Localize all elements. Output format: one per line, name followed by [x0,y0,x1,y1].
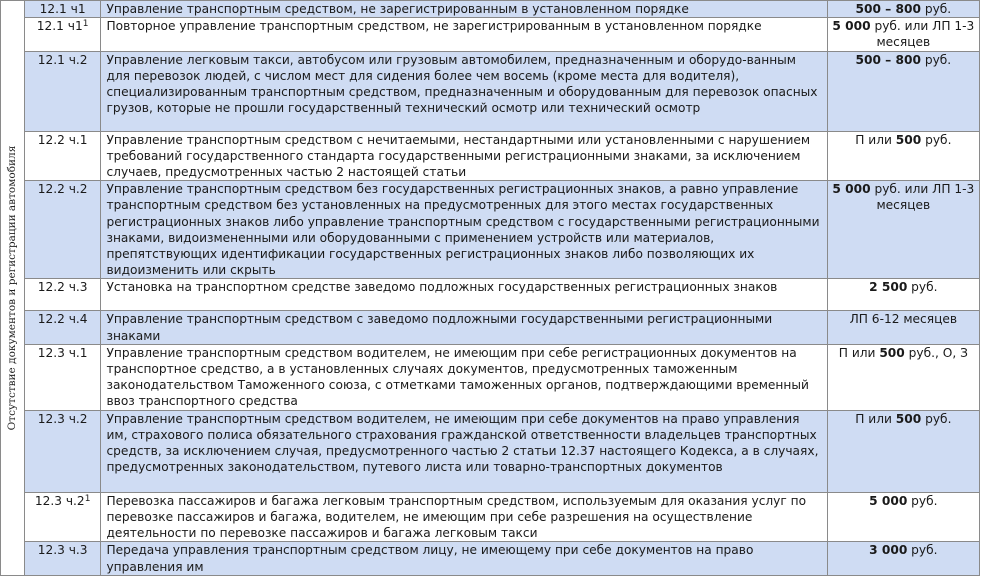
penalty-cell [827,311,979,344]
penalty-text: руб. или ЛП 1-3 месяцев [870,182,975,213]
violation-description: Повторное управление транспортным средством, не зарегистрированным в установленном порядке [101,18,827,51]
article-superscript: 1 [84,493,91,504]
penalty-cell [827,181,979,279]
article-number: 12.1 ч.2 [37,52,88,67]
penalty-amount: 500 [895,132,922,147]
table-row [1,311,980,344]
penalty-amount: 500 [895,411,922,426]
penalty-amount: 500 – 800 [855,2,921,16]
table-row [1,1,980,18]
violation-description: Управление транспортным средством, не зарегистрированным в установленном порядке [101,1,827,18]
table-row [1,410,980,492]
penalty-text: руб. [907,493,938,508]
table-row [1,279,980,311]
article-number: 12.2 ч.1 [37,132,88,147]
table-row [1,18,980,51]
penalty-amount: 5 000 [832,19,871,34]
penalty-text: руб. [921,411,952,426]
penalty-cell [827,344,979,410]
penalty-cell [827,279,979,311]
table-row [1,542,980,575]
article-number: 12.3 ч.1 [37,345,88,360]
article-cell [24,410,101,492]
penalty-cell [827,131,979,181]
penalty-amount: 500 [879,345,905,360]
penalty-amount: 3 000 [869,543,908,558]
article-cell [24,1,101,18]
violation-description: Управление транспортным средством с заведомо подложными государственными регистрационными знаками [101,311,827,344]
article-cell [24,131,101,181]
article-cell [24,344,101,410]
penalty-text: руб. [921,132,952,147]
article-number: 12.2 ч.3 [37,280,88,295]
penalty-cell [827,1,979,18]
section-label-cell [1,1,25,576]
penalty-text: руб. [907,280,938,295]
penalty-cell [827,51,979,131]
violation-description: Управление легковым такси, автобусом или грузовым автомобилем, предназначенным и оборудо-ванным для перевозок людей, с числом мест для сидения более чем восемь (кроме места для водителя), специализированным транспортным средством, предназначенным и оборудованным для перевозок опасных грузов, которые не прошли государственный технический осмотр или технический осмотр [101,51,827,131]
violation-description: Управление транспортным средством водителем, не имеющим при себе документов на право управления им, страхового полиса обязательного страхования гражданской ответственности владельцев транспортных средств, за исключением случая, предусмотренного частью 2 статьи 12.37 настоящего Кодекса, а в случаях, предусмотренных законодательством, путевого листа или товарно-транспортных документов [101,410,827,492]
table-row [1,181,980,279]
penalty-cell [827,492,979,542]
penalty-amount: 500 – 800 [855,52,921,67]
penalty-text: руб. [920,2,952,16]
article-number: 12.3 ч.2 [37,411,88,426]
penalty-text: ЛП 6-12 месяцев [849,312,958,327]
article-number: 12.3 ч.3 [37,543,88,558]
article-number: 12.1 ч1 [36,19,83,34]
penalty-amount: 5 000 [869,493,908,508]
article-number: 12.2 ч.2 [37,182,88,197]
section-label: Отсутствие документов и регистрации автомобиля [6,145,19,431]
article-number: 12.3 ч.2 [34,493,85,508]
penalty-cell [827,410,979,492]
violation-description: Управление транспортным средством водителем, не имеющим при себе регистрационных документов на транспортное средство, а в установленных случаях документов, предусмотренных таможенным законодательством Таможенного союза, с отметками таможенных органов, подтверждающими временный ввоз транспортного средства [101,344,827,410]
article-cell [24,542,101,575]
penalty-cell [827,542,979,575]
article-cell [24,492,101,542]
penalty-text: руб. или ЛП 1-3 месяцев [870,19,975,50]
article-number: 12.1 ч1 [39,2,86,16]
article-number: 12.2 ч.4 [37,312,88,327]
table-row [1,51,980,131]
penalty-prefix: П или [838,345,880,360]
article-cell [24,18,101,51]
table-row [1,492,980,542]
penalty-prefix: П или [855,132,896,147]
penalty-prefix: П или [855,411,896,426]
article-cell [24,181,101,279]
violation-description: Установка на транспортном средстве заведомо подложных государственных регистрационных знаков [101,279,827,311]
penalty-text: руб. [907,543,938,558]
penalty-amount: 2 500 [869,280,908,295]
violation-description: Управление транспортным средством без государственных регистрационных знаков, а равно управление транспортным средством без установленных на предусмотренных для этого местах государственных регистрационных знаков либо управление транспортным средством с государственными регистрационными знаками, видоизмененными или оборудованными с применением устройств или материалов, препятствующих идентификации государственных регистрационных знаков либо позволяющих их видоизменить или скрыть [101,181,827,279]
violation-description: Управление транспортным средством с нечитаемыми, нестандартными или установленными с нарушением требований государственного стандарта государственными регистрационными знаками, за исключением случаев, предусмотренных частью 2 настоящей статьи [101,131,827,181]
penalty-text: руб., О, З [904,345,968,360]
article-cell [24,51,101,131]
violation-description: Перевозка пассажиров и багажа легковым транспортным средством, используемым для оказания услуг по перевозке пассажиров и багажа, водителем, не имеющим при себе разрешения на осуществление деятельности по перевозке пассажиров и багажа легковым такси [101,492,827,542]
table-row [1,131,980,181]
table-row [1,344,980,410]
violation-description: Передача управления транспортным средством лицу, не имеющему при себе документов на право управления им [101,542,827,575]
penalty-cell [827,18,979,51]
article-cell [24,311,101,344]
article-superscript: 1 [82,19,89,30]
penalty-amount: 5 000 [832,182,871,197]
penalty-text: руб. [920,52,952,67]
article-cell [24,279,101,311]
